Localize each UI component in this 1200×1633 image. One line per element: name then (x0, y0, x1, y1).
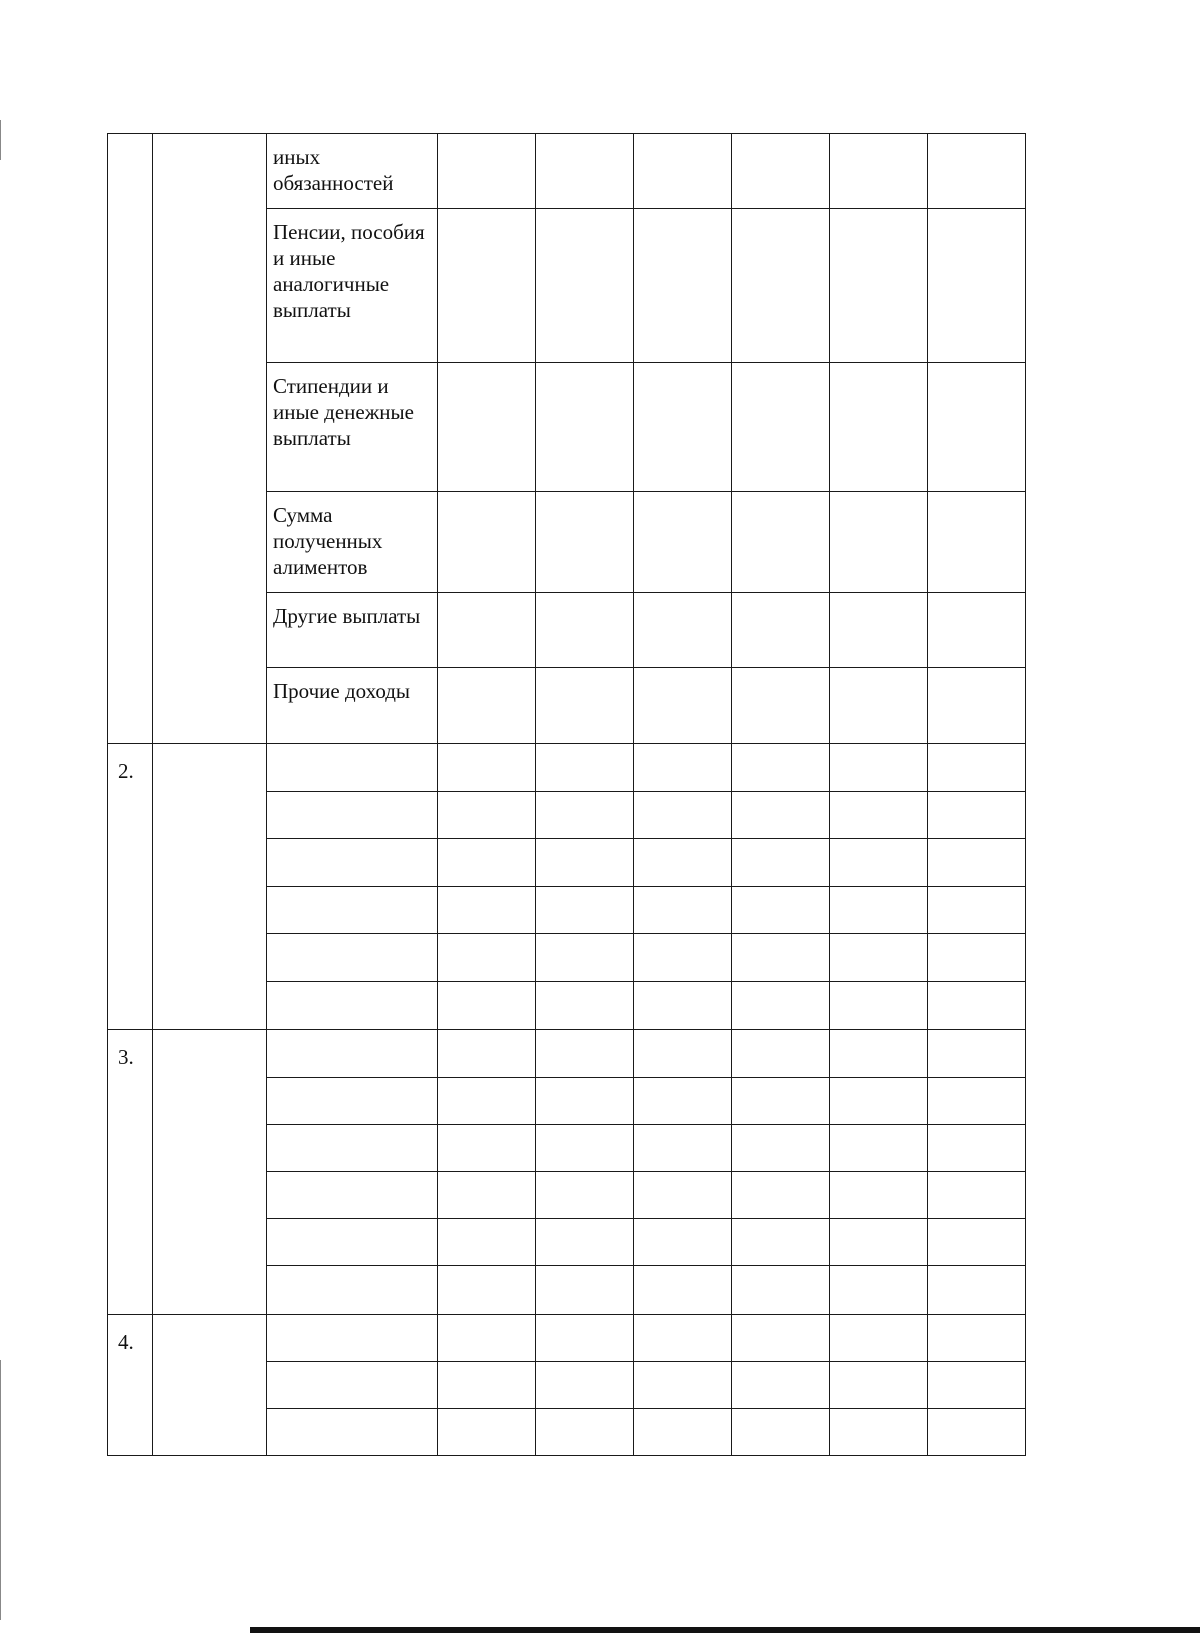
value-cell[interactable] (928, 792, 1026, 839)
value-cell[interactable] (634, 1315, 732, 1362)
value-cell[interactable] (267, 1030, 438, 1078)
value-cell[interactable] (732, 792, 830, 839)
value-cell[interactable] (634, 1172, 732, 1219)
value-cell[interactable] (732, 887, 830, 934)
value-cell[interactable] (634, 839, 732, 887)
value-cell[interactable] (928, 1219, 1026, 1266)
income-type-cell (267, 492, 438, 593)
value-cell[interactable] (830, 1030, 928, 1078)
value-cell[interactable] (732, 209, 830, 363)
scan-bottom-edge (250, 1627, 1200, 1633)
value-cell[interactable] (536, 1266, 634, 1315)
value-cell[interactable] (732, 934, 830, 982)
value-cell[interactable] (732, 668, 830, 744)
table-row (108, 1030, 1026, 1078)
value-cell[interactable] (928, 668, 1026, 744)
value-cell[interactable] (438, 1030, 536, 1078)
value-cell[interactable] (634, 134, 732, 209)
value-cell[interactable] (536, 209, 634, 363)
value-cell[interactable] (267, 887, 438, 934)
value-cell[interactable] (438, 792, 536, 839)
income-type-label: иных обязанностей (273, 145, 394, 195)
value-cell[interactable] (928, 1172, 1026, 1219)
value-cell[interactable] (732, 1266, 830, 1315)
value-cell[interactable] (536, 744, 634, 792)
value-cell[interactable] (536, 1125, 634, 1172)
value-cell[interactable] (830, 1266, 928, 1315)
value-cell[interactable] (830, 209, 928, 363)
value-cell[interactable] (634, 744, 732, 792)
value-cell[interactable] (928, 839, 1026, 887)
value-cell[interactable] (438, 1078, 536, 1125)
income-type-cell (267, 668, 438, 744)
income-type-cell (267, 209, 438, 363)
value-cell[interactable] (830, 1315, 928, 1362)
value-cell[interactable] (732, 593, 830, 668)
name-cell[interactable] (153, 1030, 267, 1315)
value-cell[interactable] (536, 363, 634, 492)
table-row (108, 744, 1026, 792)
value-cell[interactable] (438, 593, 536, 668)
value-cell[interactable] (438, 982, 536, 1030)
value-cell[interactable] (438, 134, 536, 209)
value-cell[interactable] (830, 1409, 928, 1456)
value-cell[interactable] (267, 1078, 438, 1125)
value-cell[interactable] (267, 934, 438, 982)
scan-edge-mark (0, 120, 1, 160)
value-cell[interactable] (536, 1315, 634, 1362)
value-cell[interactable] (732, 1172, 830, 1219)
value-cell[interactable] (634, 934, 732, 982)
value-cell[interactable] (438, 839, 536, 887)
value-cell[interactable] (830, 668, 928, 744)
income-type-label: Другие выплаты (273, 604, 421, 628)
name-cell[interactable] (153, 744, 267, 1030)
value-cell[interactable] (634, 492, 732, 593)
value-cell[interactable] (634, 1362, 732, 1409)
income-type-label: Сумма полученных алиментов (273, 503, 383, 579)
value-cell[interactable] (830, 363, 928, 492)
value-cell[interactable] (634, 593, 732, 668)
value-cell[interactable] (438, 1362, 536, 1409)
number-cell (108, 134, 153, 744)
value-cell[interactable] (634, 1219, 732, 1266)
value-cell[interactable] (634, 209, 732, 363)
value-cell[interactable] (928, 363, 1026, 492)
value-cell[interactable] (732, 1125, 830, 1172)
value-cell[interactable] (267, 1219, 438, 1266)
value-cell[interactable] (928, 492, 1026, 593)
value-cell[interactable] (536, 1078, 634, 1125)
value-cell[interactable] (438, 492, 536, 593)
value-cell[interactable] (438, 1172, 536, 1219)
value-cell[interactable] (634, 1125, 732, 1172)
value-cell[interactable] (536, 792, 634, 839)
income-type-cell (267, 363, 438, 492)
value-cell[interactable] (928, 1315, 1026, 1362)
income-type-label: Прочие доходы (273, 679, 411, 703)
value-cell[interactable] (830, 1078, 928, 1125)
value-cell[interactable] (438, 1266, 536, 1315)
scan-edge-mark (0, 1360, 1, 1620)
value-cell[interactable] (267, 1409, 438, 1456)
income-type-label: Пенсии, пособия и иные аналогичные выплаты (273, 220, 425, 322)
income-type-cell (267, 593, 438, 668)
value-cell[interactable] (438, 209, 536, 363)
table-row (108, 134, 1026, 209)
name-cell (153, 134, 267, 744)
value-cell[interactable] (830, 1362, 928, 1409)
table-body (108, 134, 1026, 1456)
value-cell[interactable] (536, 982, 634, 1030)
value-cell[interactable] (634, 887, 732, 934)
value-cell[interactable] (267, 792, 438, 839)
name-cell[interactable] (153, 1315, 267, 1456)
value-cell[interactable] (732, 744, 830, 792)
value-cell[interactable] (438, 887, 536, 934)
value-cell[interactable] (267, 1362, 438, 1409)
value-cell[interactable] (634, 363, 732, 492)
value-cell[interactable] (928, 1266, 1026, 1315)
value-cell[interactable] (267, 744, 438, 792)
value-cell[interactable] (536, 134, 634, 209)
value-cell[interactable] (928, 1409, 1026, 1456)
value-cell[interactable] (830, 1219, 928, 1266)
value-cell[interactable] (732, 1030, 830, 1078)
value-cell[interactable] (267, 1315, 438, 1362)
row-number: 2. (108, 744, 153, 1030)
value-cell[interactable] (732, 1219, 830, 1266)
value-cell[interactable] (634, 1078, 732, 1125)
value-cell[interactable] (830, 492, 928, 593)
value-cell[interactable] (928, 593, 1026, 668)
value-cell[interactable] (928, 1125, 1026, 1172)
value-cell[interactable] (928, 1078, 1026, 1125)
value-cell[interactable] (438, 1315, 536, 1362)
value-cell[interactable] (732, 1315, 830, 1362)
row-number: 3. (108, 1030, 153, 1315)
value-cell[interactable] (928, 134, 1026, 209)
value-cell[interactable] (267, 1125, 438, 1172)
value-cell[interactable] (830, 134, 928, 209)
value-cell[interactable] (830, 839, 928, 887)
value-cell[interactable] (536, 1409, 634, 1456)
value-cell[interactable] (536, 492, 634, 593)
value-cell[interactable] (536, 593, 634, 668)
value-cell[interactable] (830, 593, 928, 668)
value-cell[interactable] (732, 982, 830, 1030)
value-cell[interactable] (536, 887, 634, 934)
income-form-table (107, 133, 1026, 1456)
value-cell[interactable] (438, 1125, 536, 1172)
value-cell[interactable] (634, 792, 732, 839)
row-number: 4. (108, 1315, 153, 1456)
value-cell[interactable] (928, 934, 1026, 982)
value-cell[interactable] (634, 1030, 732, 1078)
income-type-label: Стипендии и иные денежные выплаты (273, 374, 414, 450)
value-cell[interactable] (928, 1030, 1026, 1078)
value-cell[interactable] (928, 982, 1026, 1030)
value-cell[interactable] (928, 209, 1026, 363)
value-cell[interactable] (267, 839, 438, 887)
value-cell[interactable] (830, 887, 928, 934)
value-cell[interactable] (928, 744, 1026, 792)
value-cell[interactable] (830, 982, 928, 1030)
value-cell[interactable] (732, 1409, 830, 1456)
value-cell[interactable] (830, 1172, 928, 1219)
value-cell[interactable] (928, 1362, 1026, 1409)
value-cell[interactable] (536, 934, 634, 982)
income-type-cell (267, 134, 438, 209)
value-cell[interactable] (830, 1125, 928, 1172)
value-cell[interactable] (536, 839, 634, 887)
value-cell[interactable] (830, 744, 928, 792)
value-cell[interactable] (438, 363, 536, 492)
value-cell[interactable] (830, 934, 928, 982)
value-cell[interactable] (732, 1078, 830, 1125)
value-cell[interactable] (732, 492, 830, 593)
value-cell[interactable] (634, 1266, 732, 1315)
value-cell[interactable] (536, 668, 634, 744)
value-cell[interactable] (438, 744, 536, 792)
value-cell[interactable] (536, 1362, 634, 1409)
value-cell[interactable] (267, 1172, 438, 1219)
value-cell[interactable] (438, 1219, 536, 1266)
value-cell[interactable] (634, 1409, 732, 1456)
value-cell[interactable] (536, 1172, 634, 1219)
value-cell[interactable] (634, 982, 732, 1030)
value-cell[interactable] (536, 1219, 634, 1266)
value-cell[interactable] (438, 934, 536, 982)
value-cell[interactable] (634, 668, 732, 744)
table-row (108, 1315, 1026, 1362)
value-cell[interactable] (438, 668, 536, 744)
value-cell[interactable] (928, 887, 1026, 934)
value-cell[interactable] (830, 792, 928, 839)
value-cell[interactable] (732, 1362, 830, 1409)
value-cell[interactable] (732, 363, 830, 492)
value-cell[interactable] (732, 839, 830, 887)
value-cell[interactable] (732, 134, 830, 209)
value-cell[interactable] (438, 1409, 536, 1456)
value-cell[interactable] (267, 982, 438, 1030)
value-cell[interactable] (267, 1266, 438, 1315)
value-cell[interactable] (536, 1030, 634, 1078)
